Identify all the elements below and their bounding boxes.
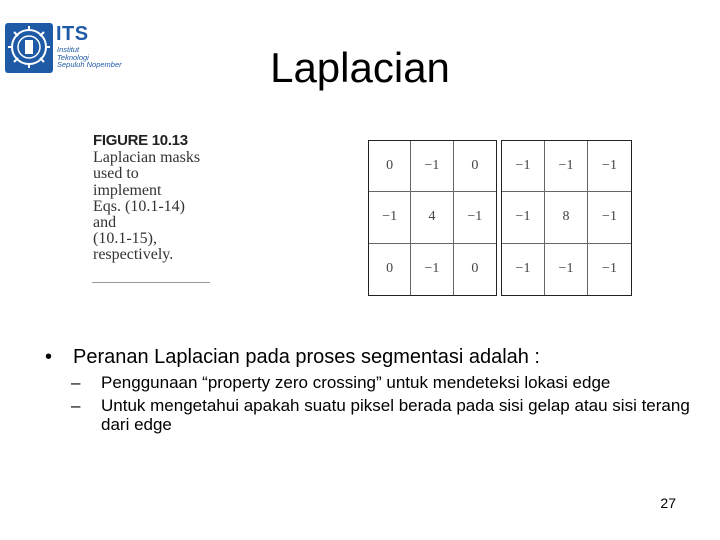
- sub-bullet-text: Untuk mengetahui apakah suatu piksel berada pada sisi gelap atau sisi terang dari edge: [101, 396, 690, 434]
- logo-institution-name: Institut Teknologi Sepuluh Nopember: [57, 45, 122, 70]
- mask-cell: −1: [502, 244, 545, 295]
- figure-caption: [93, 133, 211, 264]
- mask-cell: −1: [411, 141, 453, 192]
- sub-bullet-list: [45, 373, 695, 434]
- laplacian-mask-8: [501, 140, 632, 296]
- mask-cell: −1: [545, 244, 588, 295]
- mask-cell: 4: [411, 192, 453, 243]
- bullet-list: [45, 345, 695, 438]
- mask-cell: 0: [454, 141, 496, 192]
- logo-its-text: ITS: [56, 23, 89, 45]
- mask-cell: 0: [369, 244, 411, 295]
- mask-cell: −1: [545, 141, 588, 192]
- bullet-text: Peranan Laplacian pada proses segmentasi adalah :: [73, 346, 540, 368]
- sub-bullet-item: [45, 373, 691, 392]
- bullet-item: [45, 345, 695, 369]
- sub-bullet-text: Penggunaan “property zero crossing” untuk mendeteksi lokasi edge: [101, 373, 611, 392]
- mask-cell: −1: [369, 192, 411, 243]
- caption-divider: [92, 282, 210, 283]
- dash-icon: –: [71, 373, 81, 392]
- dash-icon: –: [71, 396, 81, 415]
- mask-cell: 8: [545, 192, 588, 243]
- mask-cell: −1: [588, 192, 631, 243]
- mask-cell: −1: [502, 192, 545, 243]
- mask-cell: −1: [502, 141, 545, 192]
- mask-cell: −1: [602, 261, 617, 277]
- slide-title: Laplacian: [270, 44, 450, 91]
- figure-caption-text: Laplacian masks used to implement Eqs. (10.1-14) and (10.1-15), respectively.: [93, 149, 201, 264]
- page-number: 27: [660, 495, 676, 511]
- sub-bullet-item: [45, 396, 691, 434]
- mask-cell: −1: [454, 192, 496, 243]
- figure-label: FIGURE 10.13: [93, 132, 188, 149]
- laplacian-mask-4: [368, 140, 497, 296]
- mask-cell: 0: [471, 261, 479, 277]
- mask-cell: 0: [369, 141, 411, 192]
- bullet-dot-icon: •: [45, 346, 53, 368]
- mask-cell: −1: [588, 141, 631, 192]
- mask-cell: −1: [411, 244, 453, 295]
